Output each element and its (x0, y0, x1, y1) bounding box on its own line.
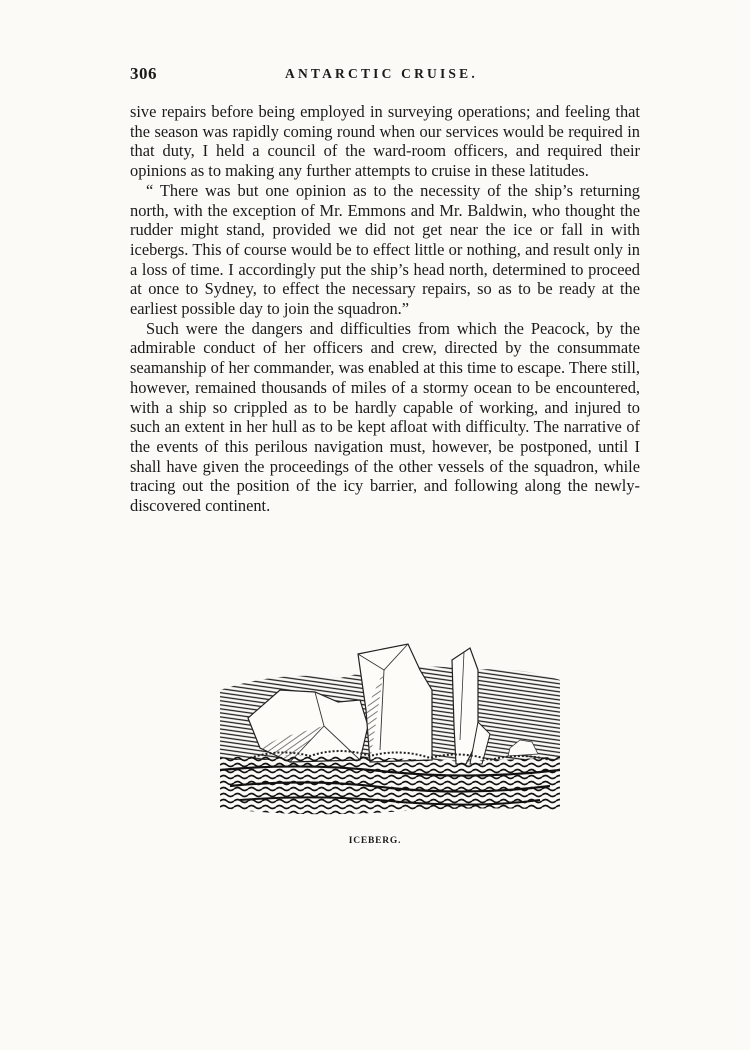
figure-caption: ICEBERG. (348, 836, 402, 846)
body-text (130, 102, 640, 516)
page-number: 306 (130, 64, 157, 83)
paragraph: sive repairs before being employed in surveying operations; and feeling that the season was rapidly coming round when our services would be required in that duty, I held a council of the ward-room officers, and required their opinions as to making any further attempts to cruise in these latitudes. (130, 102, 640, 181)
page-header (130, 64, 640, 86)
paragraph: “ There was but one opinion as to the necessity of the ship’s returning north, with the exception of Mr. Emmons and Mr. Baldwin, who thought the rudder might stand, provided we did not get near the ice or fall in with icebergs. This of course would be to effect little or nothing, and result only in a loss of time. I accordingly put the ship’s head north, determined to proceed at once to Sydney, to effect the necessary repairs, so as to be ready at the earliest possible day to join the squadron.” (130, 180, 640, 319)
running-title: ANTARCTIC CRUISE. (285, 66, 478, 81)
paragraph: Such were the dangers and difficulties from which the Peacock, by the admirable conduct of her officers and crew, directed by the consummate seamanship of her commander, was enabled at this time to escape. There still, however, remained thousands of miles of a stormy ocean to be encountered, with a ship so crippled as to be hardly capable of working, and injured to such an extent in her hull as to be kept afloat with difficulty. The narrative of the events of this perilous navigation must, however, be postponed, until I shall have given the proceedings of the other vessels of the squadron, while tracing out the position of the icy barrier, and following along the newly-discovered continent. (130, 318, 640, 516)
iceberg-engraving (220, 630, 560, 825)
